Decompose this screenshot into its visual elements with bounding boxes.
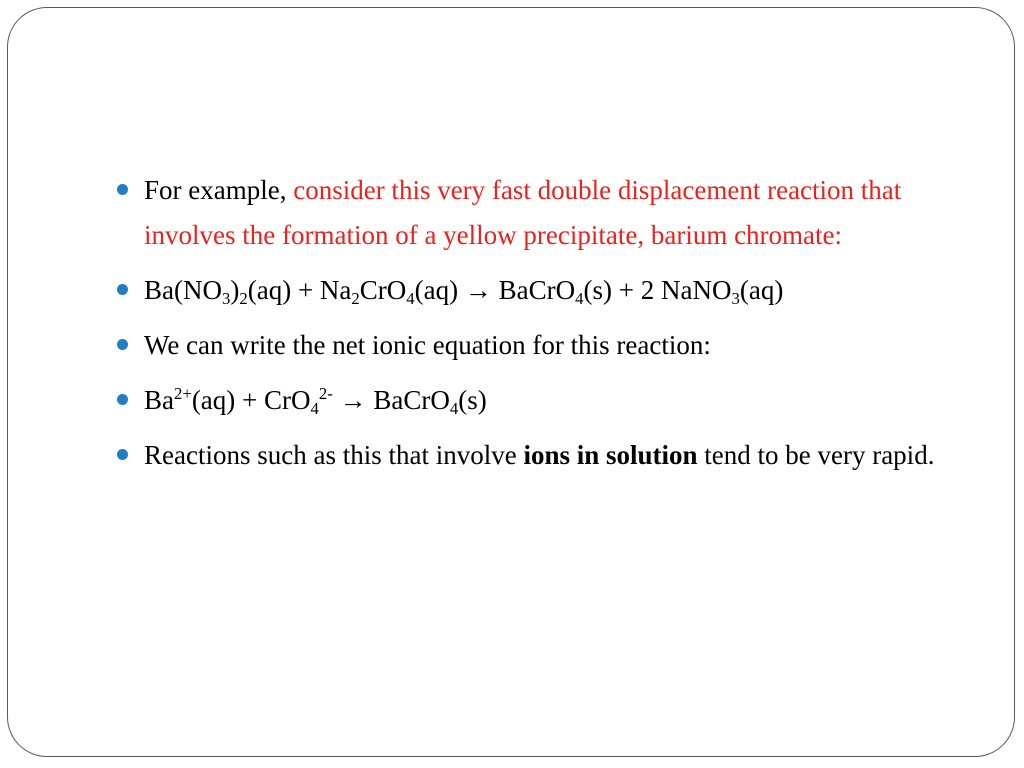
- subscript: 2: [351, 288, 360, 308]
- bullet-dot-icon: [117, 284, 128, 295]
- slide-content: [117, 168, 967, 488]
- equation-text: (aq) + CrO: [191, 384, 311, 415]
- subscript: 4: [575, 288, 584, 308]
- equation-text: (aq): [739, 274, 784, 305]
- bullet-dot-icon: [117, 449, 128, 460]
- equation-text: ): [230, 274, 240, 305]
- equation-text: Ba: [144, 384, 174, 415]
- conclusion-text-before: Reactions such as this that involve: [144, 439, 524, 470]
- subscript: 2: [239, 288, 248, 308]
- subscript: 4: [310, 398, 319, 418]
- subscript: 3: [221, 288, 231, 308]
- bullet-dot-icon: [117, 394, 128, 405]
- example-highlight-text: consider this very fast double displacement reaction that involves the formation of a yellow precipitate, barium chromate:: [144, 175, 902, 250]
- bullet-dot-icon: [117, 339, 128, 350]
- equation-text: (aq) → BaCrO: [414, 274, 576, 305]
- equation-text: CrO: [359, 274, 407, 305]
- conclusion-bold-text: ions in solution: [523, 439, 698, 470]
- equation-text: (s): [458, 384, 487, 415]
- equation-text: Ba(NO: [144, 274, 222, 305]
- superscript: 2+: [174, 384, 192, 404]
- bullet-item-conclusion: [117, 433, 967, 478]
- bullet-item-full-equation: [117, 268, 967, 313]
- bullet-item-example: [117, 168, 967, 257]
- subscript: 3: [731, 288, 740, 308]
- example-lead-text: For example,: [144, 175, 294, 205]
- bullet-item-net-ionic-intro: [117, 323, 967, 368]
- conclusion-text-after: tend to be very rapid.: [697, 439, 935, 470]
- subscript: 4: [449, 398, 459, 418]
- equation-text: (aq) + Na: [247, 274, 352, 305]
- net-ionic-intro-text: We can write the net ionic equation for this reaction:: [144, 329, 711, 360]
- bullet-item-net-ionic-equation: [117, 378, 967, 423]
- equation-text: (s) + 2 NaNO: [583, 274, 732, 305]
- subscript: 4: [406, 288, 415, 308]
- equation-text: → BaCrO: [332, 384, 450, 415]
- superscript: 2-: [318, 384, 333, 404]
- bullet-list: [117, 168, 967, 477]
- bullet-dot-icon: [117, 184, 128, 195]
